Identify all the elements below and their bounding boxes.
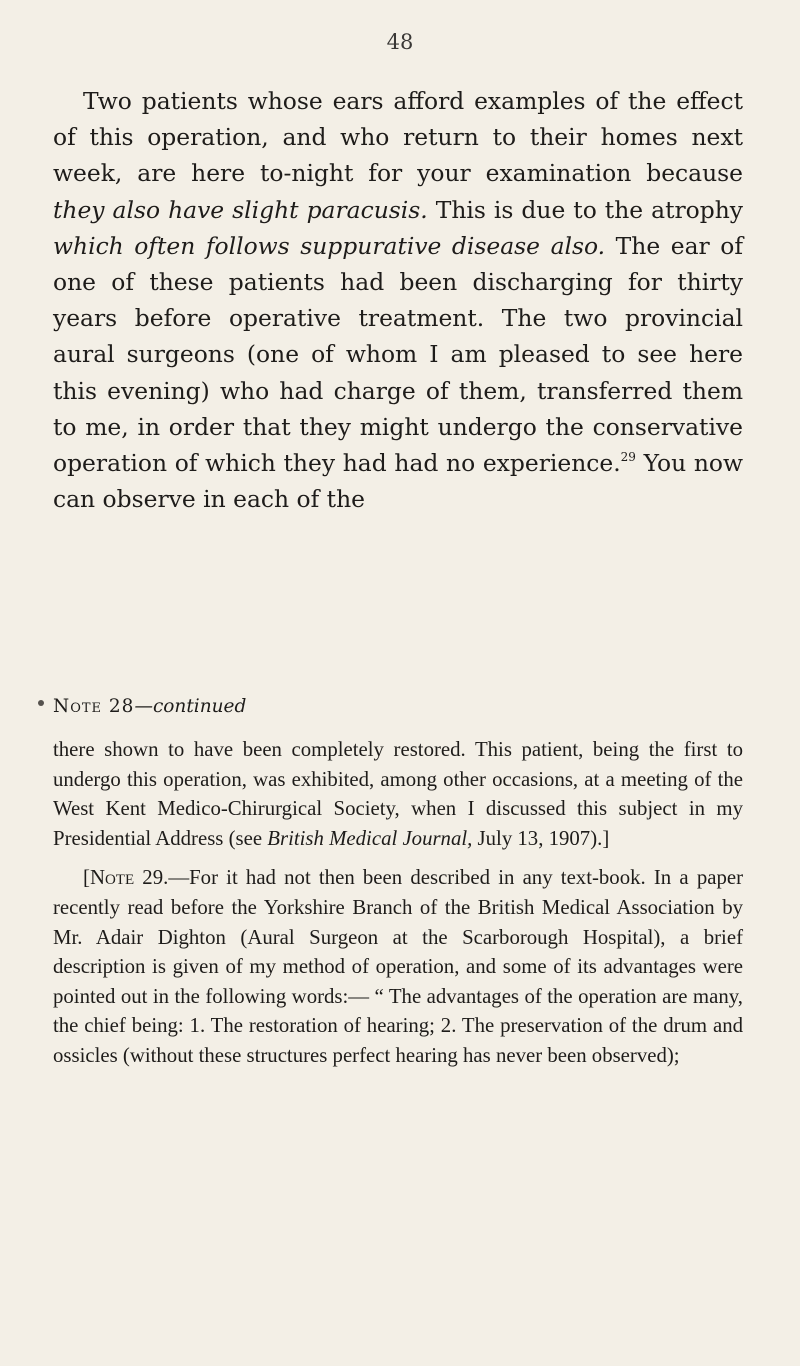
note-marker bbox=[38, 700, 44, 706]
main-paragraph bbox=[53, 83, 743, 517]
main-text-run: Two patients whose ears afford examples of the effect of this operation, and who return to their homes next week, are here to-night for your examination because bbox=[53, 87, 743, 188]
note-text-run: there shown to have been completely restored. This patient, being the first to undergo this operation, was exhibited, among other occasions, at a meeting of the West Kent Medico-Chirurgical Society, when I discussed this subject in my Presidential Address (see bbox=[53, 738, 743, 850]
note-text-run: —For it had not then been described in any text-book. In a paper recently read before the Yorkshire Branch of the British Medical Association by Mr. Adair Dighton (Aural Surgeon at the Scarborough Hospital), a brief description is given of my method of operation, and some of its advantages were pointed out in the following words:— “ The advantages of the operation are many, the chief being: 1. The restoration of hearing; 2. The preservation of the drum and ossicles (without these structures perfect hearing has never been observed); bbox=[53, 866, 743, 1067]
main-italic-run: which often follows suppurative disease also. bbox=[53, 231, 606, 260]
note-bracket: [ bbox=[83, 866, 90, 890]
note-29-text bbox=[53, 863, 743, 1070]
note-28-label: Note 28 bbox=[53, 696, 135, 717]
main-text-run: You now can observe in each of the bbox=[53, 449, 743, 514]
footnote-reference: 29 bbox=[620, 450, 636, 465]
note-28-text bbox=[53, 735, 743, 853]
main-italic-run: they also have slight paracusis. bbox=[53, 195, 428, 224]
main-text-run: This is due to the atrophy bbox=[427, 195, 743, 224]
note-28-continued: —continued bbox=[134, 696, 247, 717]
note-text-run: July 13, 1907).] bbox=[472, 826, 610, 850]
note-28-heading bbox=[53, 694, 743, 720]
note-29-label: Note 29. bbox=[89, 866, 169, 890]
main-text-run: The ear of one of these patients had been discharging for thirty years before operative treatment. The two provincial aural surgeons (one of whom I am pleased to see here this evening) who had charge of them, transferred them to me, in order that they might undergo the conservative operation of which they had had no experience. bbox=[53, 231, 743, 478]
journal-title: British Medical Journal, bbox=[267, 826, 473, 850]
main-text bbox=[53, 83, 743, 517]
notes-section bbox=[53, 735, 743, 1071]
page-number: 48 bbox=[386, 30, 414, 54]
